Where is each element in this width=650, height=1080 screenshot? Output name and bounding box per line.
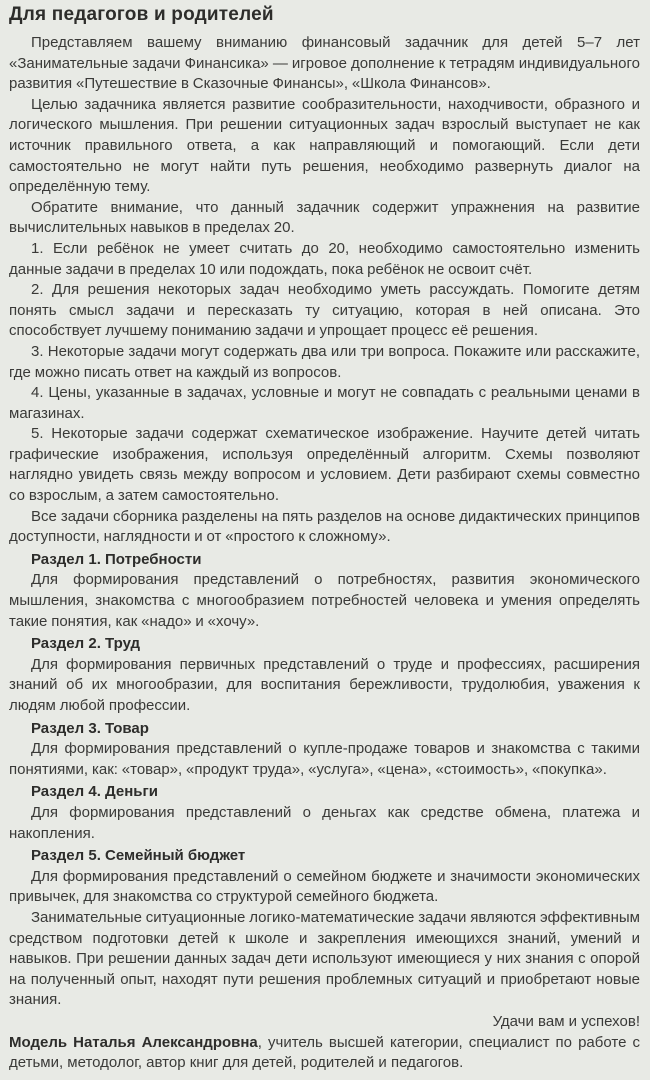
numbered-note-1: 1. Если ребёнок не умеет считать до 20, необходимо самостоятельно изменить данные задачи в пределах 10 или подождать, пока ребёнок не освоит счёт. xyxy=(9,239,640,278)
closing-line: Удачи вам и успехов! xyxy=(492,1012,640,1030)
section-text-4: Для формирования представлений о деньгах как средстве обмена, платежа и накопления. xyxy=(9,803,640,842)
author-description: , учитель высшей категории, специалист по работе с детьми, методолог, автор книг для детей, родителей и педагогов. xyxy=(9,1033,640,1072)
section-heading-1: Раздел 1. Потребности xyxy=(31,550,202,568)
section-heading-5: Раздел 5. Семейный бюджет xyxy=(31,847,246,865)
section-heading-2: Раздел 2. Труд xyxy=(31,635,141,653)
section-heading-4: Раздел 4. Деньги xyxy=(31,783,158,801)
numbered-note-2: 2. Для решения некоторых задач необходимо уметь рассуждать. Помогите детям понять смысл задачи и пересказать ту ситуацию, которая в ней описана. Это способствует лучшему пониманию задачи и упрощает процесс её решения. xyxy=(9,281,640,340)
section-text-2: Для формирования первичных представлений о труде и профессиях, расширения знаний об их многообразии, для воспитания бережливости, трудолюбия, уважения к людям любой профессии. xyxy=(9,655,640,714)
section-text-3: Для формирования представлений о купле-продаже товаров и знакомства с такими понятиями, как: «товар», «продукт труда», «услуга», «цена», «стоимость», «покупка». xyxy=(9,740,640,778)
section-text-5: Для формирования представлений о семейном бюджете и значимости экономических привычек, для знакомства со структурой семейного бюджета. xyxy=(9,867,640,906)
intro-paragraph: Обратите внимание, что данный задачник содержит упражнения на развитие вычислительных навыков в пределах 20. xyxy=(9,198,640,237)
section-heading-3: Раздел 3. Товар xyxy=(31,719,149,737)
numbered-note-4: 4. Цены, указанные в задачах, условные и могут не совпадать с реальными ценами в магазинах. xyxy=(9,384,640,422)
intro-paragraph: Представляем вашему вниманию финансовый задачник для детей 5–7 лет «Занимательные задачи Финансика» — игровое дополнение к тетрадям индивидуального развития «Путешествие в Сказочные Финансы», «Школа Финансов». xyxy=(9,34,640,93)
numbered-note-5: 5. Некоторые задачи содержат схематическое изображение. Научите детей читать графические изображения, используя определённый алгоритм. Схемы позволяют наглядно увидеть связь между вопросом и условием. Дети разбирают схемы совместно со взрослым, а затем самостоятельно. xyxy=(9,425,640,505)
intro-paragraph: Целью задачника является развитие сообразительности, находчивости, образного и логического мышления. При решении ситуационных задач взрослый выступает не как источник правильного ответа, а как направляющий и помогающий. Если дети самостоятельно не могут найти путь решения, необходимо развернуть диалог на определённую тему. xyxy=(9,95,640,196)
page-title: Для педагогов и родителей xyxy=(9,4,274,25)
author-name: Модель Наталья Александровна xyxy=(9,1033,258,1051)
outro-paragraph: Занимательные ситуационные логико-математические задачи являются эффективным средством подготовки детей к школе и закрепления имеющихся знаний, умений и навыков. При решении данных задач дети используют имеющиеся у них знания с опорой на полученный опыт, находят пути решения проблемных ситуаций и приобретают новые знания. xyxy=(9,908,640,1009)
author-line xyxy=(9,1033,640,1074)
intro-paragraph: Все задачи сборника разделены на пять разделов на основе дидактических принципов доступности, наглядности и от «простого к сложному». xyxy=(9,507,640,546)
section-text-1: Для формирования представлений о потребностях, развития экономического мышления, знакомства с многообразием потребностей человека и умения определять такие понятия, как «надо» и «хочу». xyxy=(9,571,640,630)
numbered-note-3: 3. Некоторые задачи могут содержать два или три вопроса. Покажите или расскажите, где можно писать ответ на каждый из вопросов. xyxy=(9,342,640,381)
